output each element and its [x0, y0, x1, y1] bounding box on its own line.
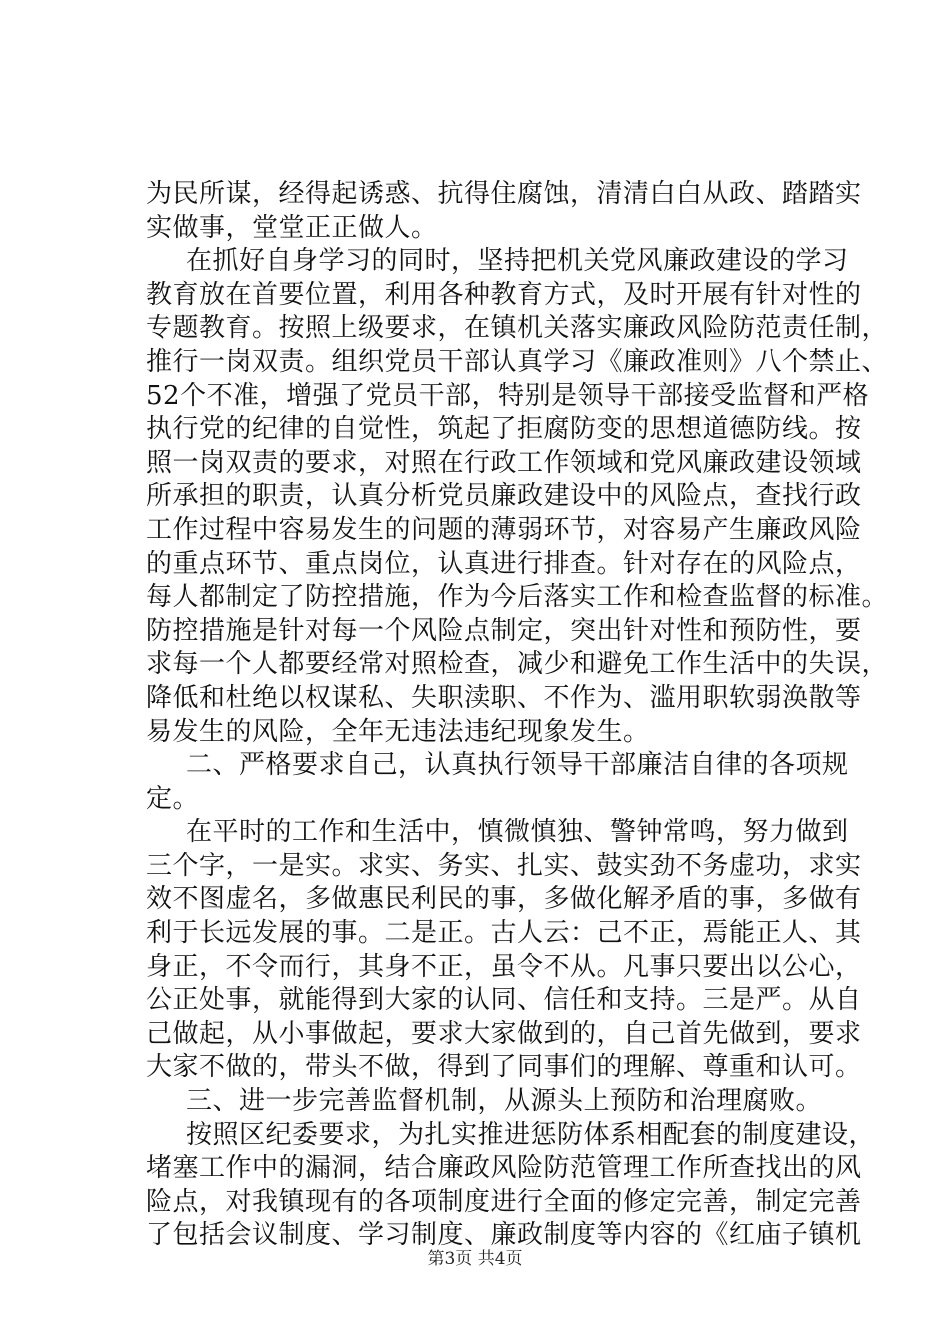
text-line: 三个字，一是实。求实、务实、扎实、鼓实劲不务虚功，求实 — [146, 850, 862, 881]
text-line: 执行党的纪律的自觉性，筑起了拒腐防变的思想道德防线。按 — [146, 414, 862, 445]
text-line: 工作过程中容易发生的问题的薄弱环节，对容易产生廉政风险 — [146, 514, 862, 545]
text-line: 利于长远发展的事。二是正。古人云：己不正，焉能正人、其 — [146, 918, 862, 949]
text-line: 了包括会议制度、学习制度、廉政制度等内容的《红庙子镇机 — [146, 1220, 862, 1251]
text-line: 52个不准，增强了党员干部，特别是领导干部接受监督和严格 — [146, 380, 870, 411]
text-line: 公正处事，就能得到大家的认同、信任和支持。三是严。从自 — [146, 985, 862, 1016]
text-line: 每人都制定了防控措施，作为今后落实工作和检查监督的标准。 — [146, 582, 889, 613]
text-line: 堵塞工作中的漏洞，结合廉政风险防范管理工作所查找出的风 — [146, 1153, 862, 1184]
section-heading-2: 二、严格要求自己，认真执行领导干部廉洁自律的各项规 — [186, 750, 849, 781]
text-line: 教育放在首要位置，利用各种教育方式，及时开展有针对性的 — [146, 279, 862, 310]
page-number: 第3页 共4页 — [427, 1249, 523, 1269]
text-line: 实做事，堂堂正正做人。 — [146, 212, 438, 243]
text-line: 为民所谋，经得起诱惑、抗得住腐蚀，清清白白从政、踏踏实 — [146, 179, 862, 209]
text-line: 推行一岗双责。组织党员干部认真学习《廉政准则》八个禁止、 — [146, 346, 889, 377]
text-line: 求每一个人都要经常对照检查，减少和避免工作生活中的失误， — [146, 649, 889, 680]
section-heading-3: 三、进一步完善监督机制，从源头上预防和治理腐败。 — [186, 1086, 823, 1117]
text-line: 险点，对我镇现有的各项制度进行全面的修定完善，制定完善 — [146, 1186, 862, 1217]
text-line: 专题教育。按照上级要求，在镇机关落实廉政风险防范责任制， — [146, 313, 889, 344]
text-line: 定。 — [146, 783, 200, 814]
paragraph-start-line: 在平时的工作和生活中，慎微慎独、警钟常鸣，努力做到 — [186, 817, 849, 848]
text-line: 防控措施是针对每一个风险点制定，突出针对性和预防性，要 — [146, 615, 862, 646]
paragraph-start-line: 按照区纪委要求，为扎实推进惩防体系相配套的制度建设， — [186, 1119, 876, 1150]
text-line: 大家不做的，带头不做，得到了同事们的理解、尊重和认可。 — [146, 1052, 862, 1083]
paragraph-start-line: 在抓好自身学习的同时，坚持把机关党风廉政建设的学习 — [186, 246, 849, 277]
document-body — [146, 178, 889, 1253]
text-line: 己做起，从小事做起，要求大家做到的，自己首先做到，要求 — [146, 1018, 862, 1049]
text-line: 效不图虚名，多做惠民利民的事，多做化解矛盾的事，多做有 — [146, 884, 862, 915]
text-line: 所承担的职责，认真分析党员廉政建设中的风险点，查找行政 — [146, 481, 862, 512]
text-line: 易发生的风险，全年无违法违纪现象发生。 — [146, 716, 650, 747]
text-line: 降低和杜绝以权谋私、失职渎职、不作为、滥用职软弱涣散等 — [146, 682, 862, 713]
text-line: 的重点环节、重点岗位，认真进行排查。针对存在的风险点， — [146, 548, 862, 579]
text-line: 照一岗双责的要求，对照在行政工作领域和党风廉政建设领域 — [146, 447, 862, 478]
text-line: 身正，不令而行，其身不正，虽令不从。凡事只要出以公心， — [146, 951, 862, 982]
